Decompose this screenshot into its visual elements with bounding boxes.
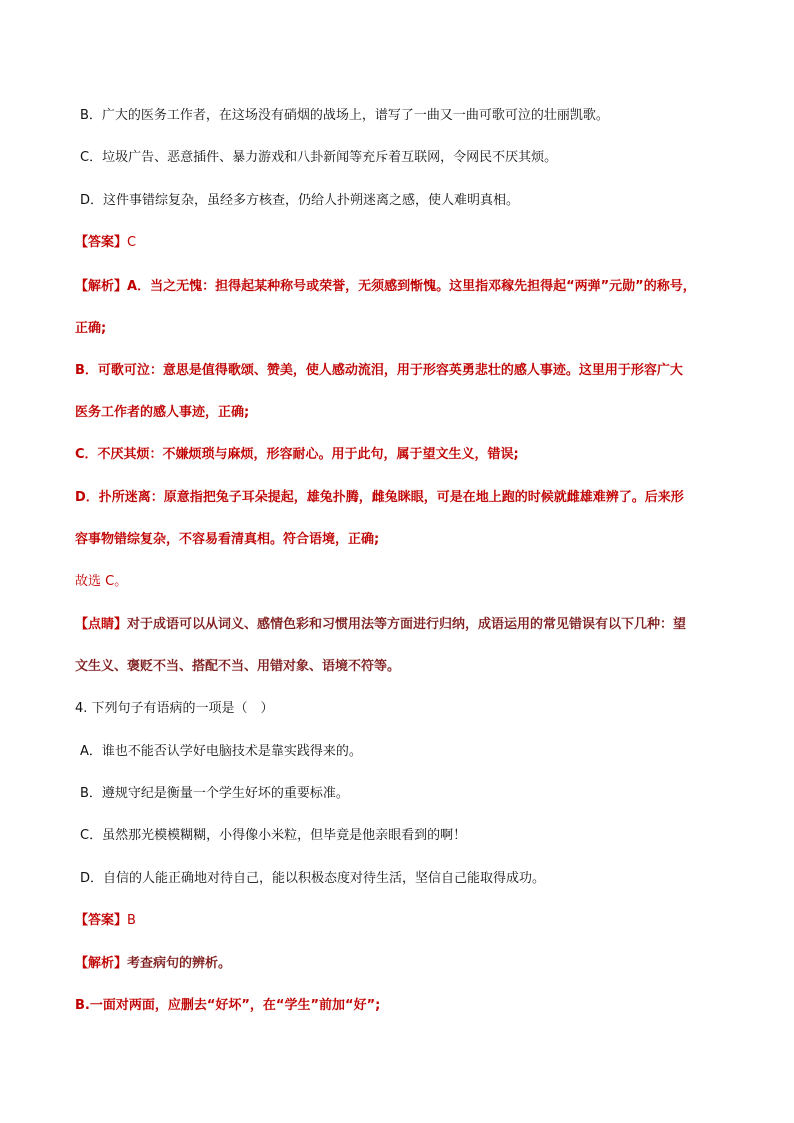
q4-option-b: B．遵规守纪是衡量一个学生好坏的重要标准。	[80, 786, 349, 801]
answer-tag: 【答案】	[75, 235, 128, 250]
q4-answer	[75, 911, 136, 931]
tip-text: 对于成语可以从词义、感情色彩和习惯用法等方面进行归纳，成语运用的常见错误有以下几种：望	[127, 617, 687, 632]
q3-tip-line2: 文生义、褒贬不当、搭配不当、用错对象、语境不符等。	[75, 659, 401, 674]
q3-option-c: C．垃圾广告、恶意插件、暴力游戏和八卦新闻等充斥着互联网，令网民不厌其烦。	[80, 150, 558, 165]
q4-analysis-tag: 【解析】	[75, 956, 128, 971]
q3-option-d: D．这件事错综复杂，虽经多方核查，仍给人扑朔迷离之感，使人难明真相。	[80, 193, 520, 208]
q3-option-b: B．广大的医务工作者，在这场没有硝烟的战场上，谱写了一曲又一曲可歌可泣的壮丽凯歌。	[80, 108, 609, 123]
analysis-tag: 【解析】	[75, 279, 128, 294]
q3-analysis-d-line1: D．扑所迷离：原意指把兔子耳朵提起，雄兔扑腾，雌兔眯眼，可是在地上跑的时候就雌雄难辨了。后来形	[75, 490, 684, 505]
answer-value: C	[127, 235, 137, 250]
q4-answer-tag: 【答案】	[75, 913, 128, 928]
q4-answer-value: B	[127, 913, 136, 928]
q3-analysis-b-line1: B．可歌可泣：意思是值得歌颂、赞美，使人感动流泪，用于形容英勇悲壮的感人事迹。这里用于形容广大	[75, 363, 683, 378]
tip-tag: 【点睛】	[75, 617, 128, 632]
q3-analysis-b-line2: 医务工作者的感人事迹，正确;	[75, 405, 250, 420]
q3-analysis-d-line2: 容事物错综复杂，不容易看清真相。符合语境，正确;	[75, 532, 380, 547]
q4-stem: 4. 下列句子有语病的一项是（ ）	[75, 701, 274, 716]
q3-conclusion: 故选 C。	[75, 574, 128, 589]
q4-option-a: A．谁也不能否认学好电脑技术是靠实践得来的。	[80, 744, 362, 759]
analysis-a-text: A．当之无愧：担得起某种称号或荣誉，无须感到惭愧。这里指邓稼先担得起“两弹”元勋”的称号，	[127, 279, 696, 294]
q3-analysis-a-line2: 正确;	[75, 321, 107, 336]
q4-option-d: D．自信的人能正确地对待自己，能以积极态度对待生活，坚信自己能取得成功。	[80, 871, 546, 886]
q3-tip-line1	[75, 615, 686, 635]
q4-option-c: C．虽然那光模模糊糊，小得像小米粒，但毕竟是他亲眼看到的啊！	[80, 828, 467, 843]
q3-analysis-c: C．不厌其烦：不嫌烦琐与麻烦，形容耐心。用于此句，属于望文生义，错误;	[75, 447, 519, 462]
q4-analysis-b: B.一面对两面，应删去“好坏”，在“学生”前加“好”;	[75, 998, 381, 1013]
q4-analysis	[75, 954, 231, 974]
q4-analysis-text: 考查病句的辨析。	[127, 956, 232, 971]
q3-answer	[75, 233, 136, 253]
q3-analysis-a-line1	[75, 277, 696, 297]
